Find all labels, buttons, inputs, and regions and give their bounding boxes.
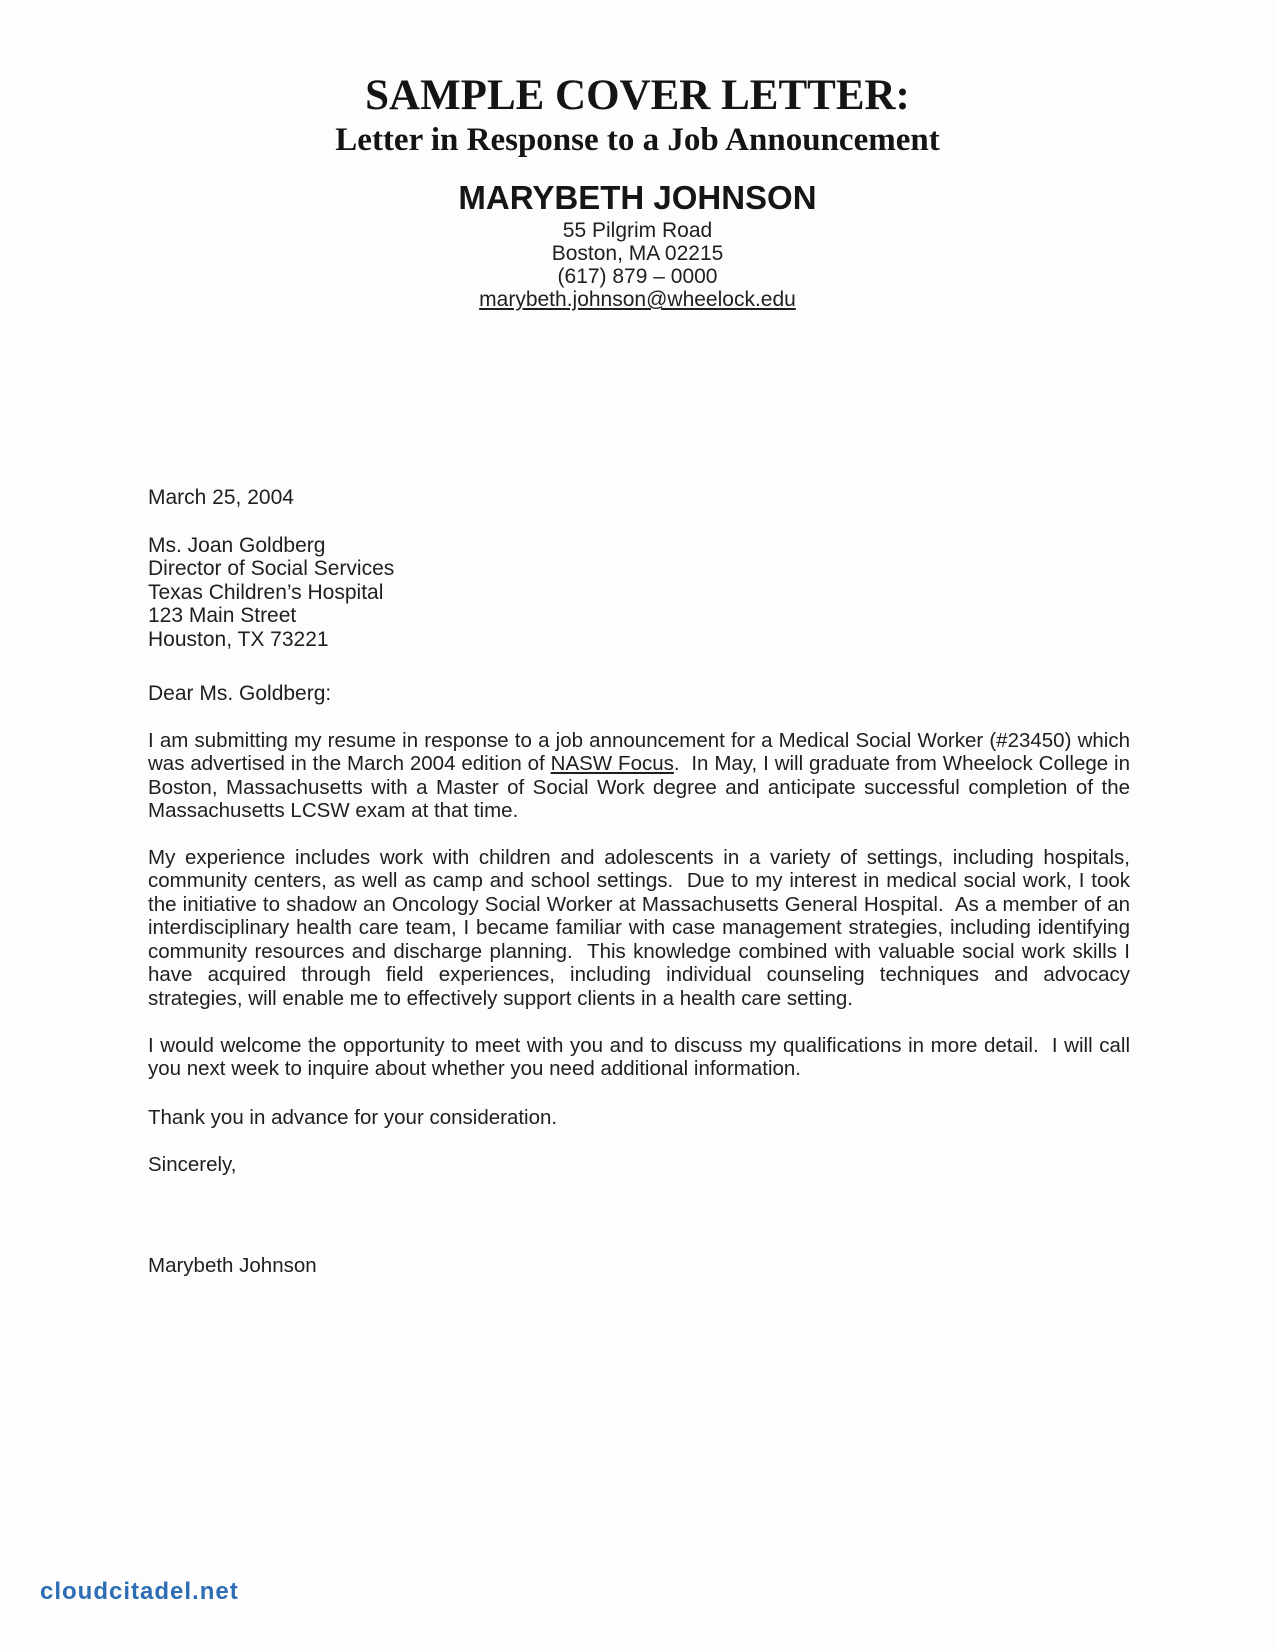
recipient-street: 123 Main Street [148,604,297,628]
recipient-name: Ms. Joan Goldberg [148,534,326,557]
recipient-organization: Texas Children’s Hospital [148,580,384,604]
sender-address-line1: 55 Pilgrim Road [562,219,713,242]
sender-address-line2: Boston, MA 02215 [551,242,724,265]
sender-phone: (617) 879 – 0000 [557,265,718,288]
sender-contact-block [0,219,1275,311]
body-paragraph-2: My experience includes work with children and adolescents in a variety of settings, including hospitals, community centers, as well as camp and school settings. Due to my interest in medical social work, I took the initiative to shadow an Oncology Social Worker at Massachusetts General Hospital. As a member of an interdisciplinary health care team, I became familiar with case management strategies, including identifying community resources and discharge planning. This knowledge combined with valuable social work skills I have acquired through field experiences, including individual counseling techniques and advocacy strategies, will enable me to effectively support clients in a health care setting. [148,846,1136,1010]
salutation: Dear Ms. Goldberg: [148,682,332,705]
sender-email: marybeth.johnson@wheelock.edu [479,288,796,311]
thank-you-line: Thank you in advance for your consideration. [148,1106,558,1129]
document-title-line2: Letter in Response to a Job Announcement [335,122,940,158]
document-title-line1: SAMPLE COVER LETTER: [365,72,910,119]
body-paragraph-1 [148,729,1136,823]
recipient-city-state-zip: Houston, TX 73221 [148,627,329,651]
paragraph1-publication-name: NASW Focus [550,752,674,776]
signature-name: Marybeth Johnson [148,1254,317,1277]
recipient-address-block [148,534,394,651]
paragraph1-text-before: I am submitting my resume in response to a job announcement for a Medical Social Worker (#23450) which was advertised in the March 2004 edition of [148,729,1136,776]
site-watermark: cloudcitadel.net [40,1578,239,1605]
letter-date: March 25, 2004 [148,486,294,509]
body-paragraph-3: I would welcome the opportunity to meet with you and to discuss my qualifications in more detail. I will call you next week to inquire about whether you need additional information. [148,1034,1136,1081]
paragraph1-text-after: . In May, I will graduate from Wheelock College in Boston, Massachusetts with a Master of Social Work degree and anticipate successful completion of the Massachusetts LCSW exam at that time. [148,752,1136,823]
recipient-title: Director of Social Services [148,557,395,581]
closing-line: Sincerely, [148,1153,237,1176]
sender-name: MARYBETH JOHNSON [458,179,817,216]
